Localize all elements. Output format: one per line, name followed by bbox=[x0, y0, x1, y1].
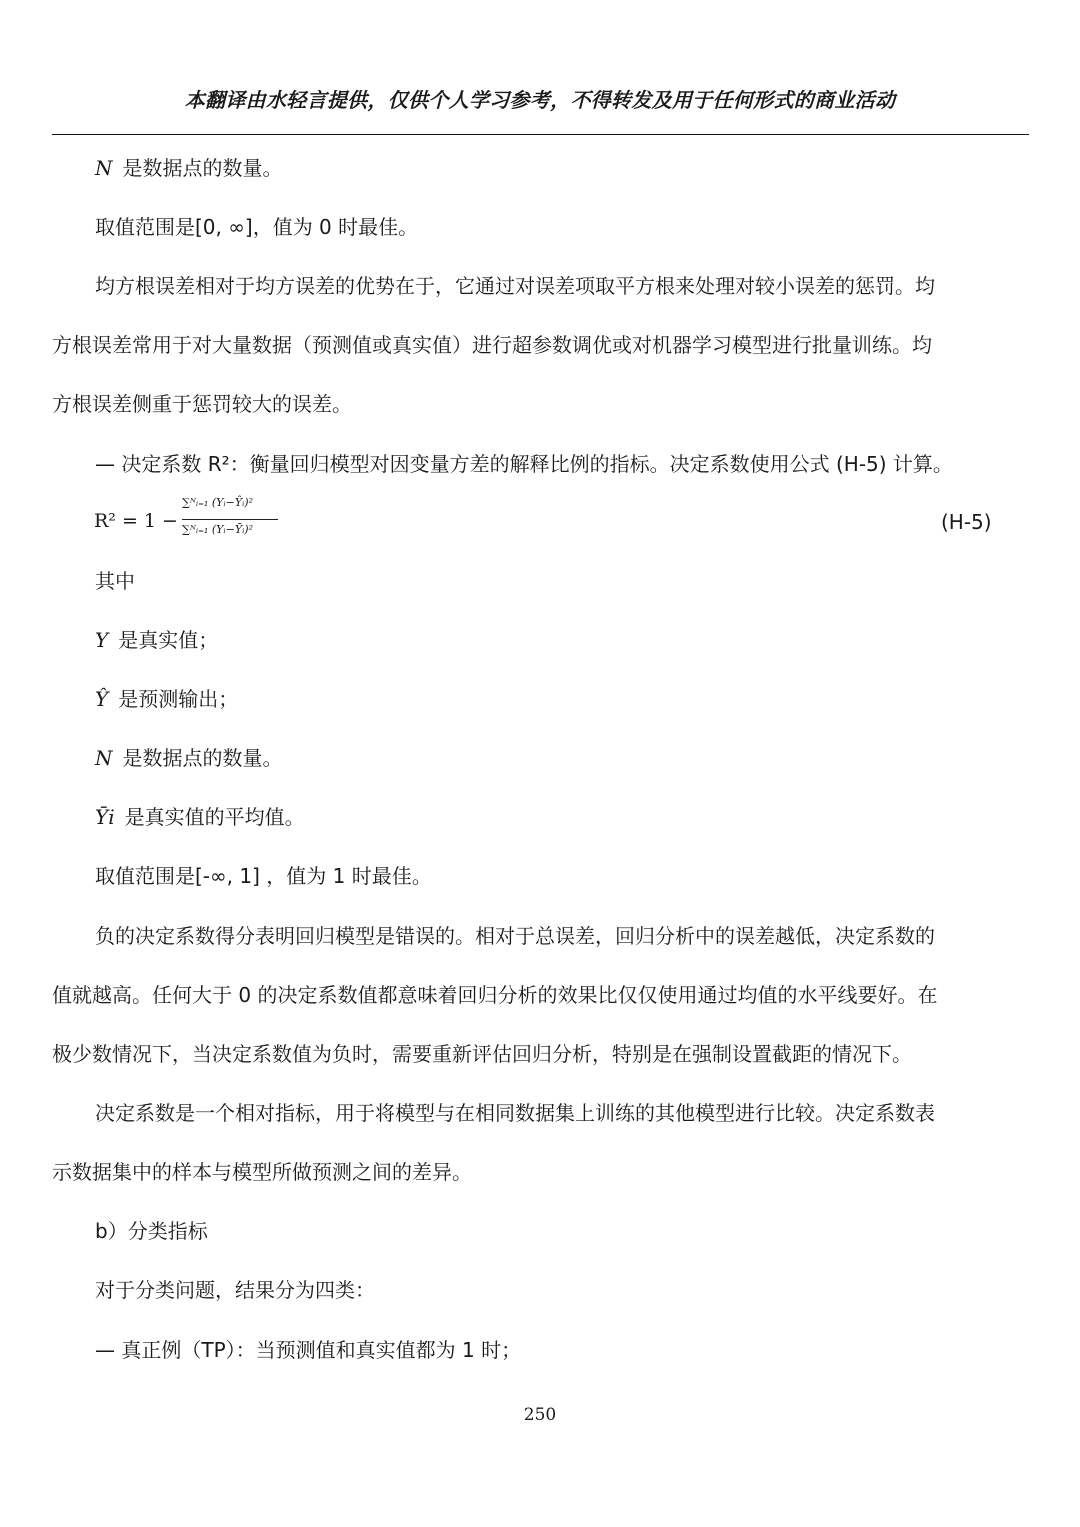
fraction-bar bbox=[182, 519, 278, 520]
paragraph-line: 极少数情况下，当决定系数值为负时，需要重新评估回归分析，特别是在强制设置截距的情况下。 bbox=[52, 1042, 912, 1066]
where-label: 其中 bbox=[95, 569, 135, 593]
paragraph-line: 均方根误差相对于均方误差的优势在于，它通过对误差项取平方根来处理对较小误差的惩罚。均 bbox=[95, 274, 935, 298]
formula-numerator: ∑ᴺᵢ₌₁ (Yᵢ−Ŷᵢ)² bbox=[182, 496, 253, 509]
page-number: 250 bbox=[523, 1405, 557, 1425]
variable-n: N bbox=[95, 746, 113, 770]
value-range-r2: 取值范围是[-∞, 1] ，值为 1 时最佳。 bbox=[95, 864, 432, 888]
definition-text: 是数据点的数量。 bbox=[122, 156, 283, 180]
definition-text: 是预测输出； bbox=[118, 687, 239, 711]
paragraph-line: 方根误差侧重于惩罚较大的误差。 bbox=[52, 392, 352, 416]
definition-n bbox=[95, 154, 283, 182]
formula-denominator: ∑ᴺᵢ₌₁ (Yᵢ−Ȳᵢ)² bbox=[182, 523, 253, 536]
definition-n bbox=[95, 744, 283, 772]
variable-y-hat: Ŷ bbox=[95, 687, 109, 711]
variable-n: N bbox=[95, 156, 113, 180]
equation-number: (H-5) bbox=[941, 510, 992, 534]
paragraph-line: 决定系数是一个相对指标，用于将模型与在相同数据集上训练的其他模型进行比较。决定系数表 bbox=[95, 1101, 935, 1125]
paragraph-line: 负的决定系数得分表明回归模型是错误的。相对于总误差，回归分析中的误差越低，决定系数的 bbox=[95, 924, 935, 948]
page-header: 本翻译由水轻言提供，仅供个人学习参考，不得转发及用于任何形式的商业活动 bbox=[184, 88, 896, 112]
paragraph-line: 对于分类问题，结果分为四类： bbox=[95, 1278, 375, 1302]
r2-definition: — 决定系数 R²：衡量回归模型对因变量方差的解释比例的指标。决定系数使用公式 (H-5) 计算。 bbox=[95, 452, 953, 476]
definition-text: 是真实值； bbox=[118, 628, 219, 652]
variable-y-bar: Ȳi bbox=[95, 805, 115, 829]
value-range-rmse: 取值范围是[0, ∞]，值为 0 时最佳。 bbox=[95, 215, 419, 239]
definition-y bbox=[95, 626, 218, 654]
section-heading: b）分类指标 bbox=[95, 1219, 208, 1243]
list-item-tp: — 真正例（TP）：当预测值和真实值都为 1 时； bbox=[95, 1338, 522, 1362]
definition-text: 是数据点的数量。 bbox=[122, 746, 283, 770]
definition-text: 是真实值的平均值。 bbox=[124, 805, 305, 829]
paragraph-line: 示数据集中的样本与模型所做预测之间的差异。 bbox=[52, 1160, 472, 1184]
definition-y-hat bbox=[95, 685, 238, 713]
variable-y: Y bbox=[95, 628, 109, 652]
paragraph-line: 方根误差常用于对大量数据（预测值或真实值）进行超参数调优或对机器学习模型进行批量训练。均 bbox=[52, 333, 932, 357]
header-divider bbox=[52, 134, 1029, 135]
formula-lhs: R² = 1 − bbox=[94, 510, 178, 532]
paragraph-line: 值就越高。任何大于 0 的决定系数值都意味着回归分析的效果比仅仅使用通过均值的水平线要好。在 bbox=[52, 983, 938, 1007]
definition-y-bar bbox=[95, 803, 305, 831]
